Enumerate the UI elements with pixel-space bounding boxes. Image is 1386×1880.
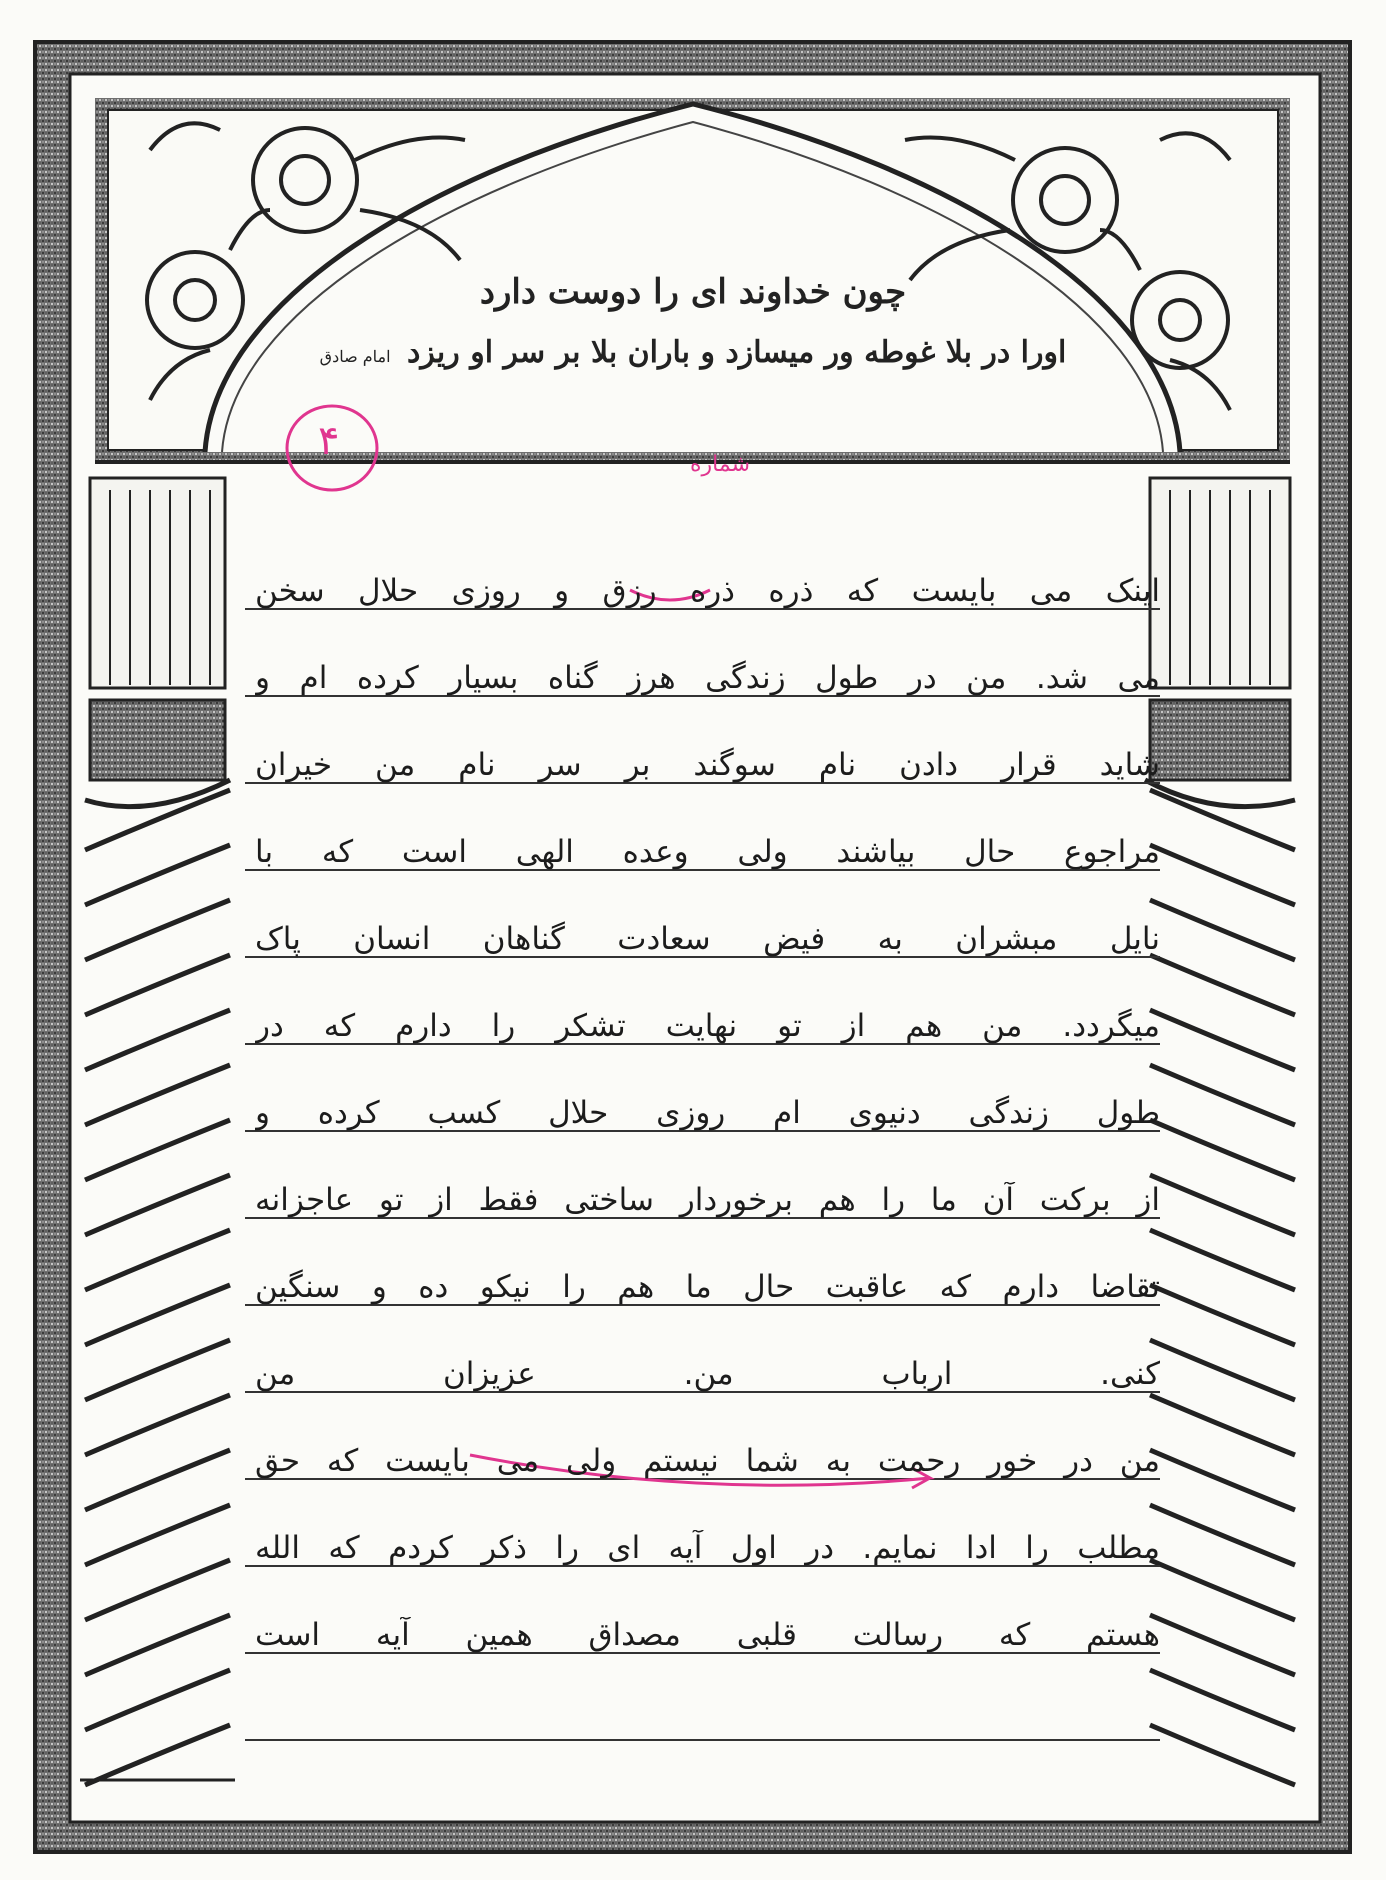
body-line (255, 1485, 1160, 1572)
body-line (255, 1050, 1160, 1137)
body-line-text: هستم که رسالت قلبی مصداق همین آیه است (255, 1617, 1160, 1653)
body-line (255, 1572, 1160, 1659)
circled-number: ۴ (318, 418, 340, 464)
body-line-text: اینک می بایست که ذره ذره رزق و روزی حلال سخن (255, 573, 1160, 609)
body-line-text: می شد. من در طول زندگی هرز گناه بسیار کرده ام و (255, 660, 1160, 696)
body-line (255, 528, 1160, 615)
body-line (255, 1224, 1160, 1311)
body-line (255, 1311, 1160, 1398)
handwritten-body (255, 528, 1160, 1659)
header-verse-line-2 (0, 335, 1386, 370)
body-line-text: من در خور رحمت به شما نیستم ولی می بایست که حق (255, 1443, 1160, 1479)
annotation-above-text: شماره (690, 452, 751, 477)
body-line (255, 702, 1160, 789)
header-attribution: امام صادق (319, 347, 391, 366)
header-verse-line-1: چون خداوند ای را دوست دارد (479, 272, 907, 312)
body-line-text: میگردد. من هم از تو نهایت تشکر را دارم که در (255, 1008, 1160, 1044)
body-line (255, 615, 1160, 702)
body-line-text: شاید قرار دادن نام سوگند بر سر نام من خیران (255, 747, 1160, 783)
body-line (255, 963, 1160, 1050)
body-line (255, 876, 1160, 963)
body-line (255, 789, 1160, 876)
body-line (255, 1137, 1160, 1224)
body-line-text: مطلب را ادا نمایم. در اول آیه ای را ذکر کردم که الله (255, 1530, 1160, 1566)
column-right (1145, 478, 1295, 807)
body-line-text: تقاضا دارم که عاقبت حال ما هم را نیکو ده و سنگین (255, 1269, 1160, 1305)
body-line-text: از برکت آن ما را هم برخوردار ساختی فقط از تو عاجزانه (255, 1182, 1160, 1218)
body-line-text: کنی. ارباب من. عزیزان من (255, 1356, 1160, 1392)
body-line (255, 1398, 1160, 1485)
header-verse-text: اورا در بلا غوطه ور میسازد و باران بلا بر سر او ریزد (407, 335, 1067, 370)
body-line-text: مراجوع حال بیاشند ولی وعده الهی است که با (255, 834, 1160, 870)
body-line-text: نایل مبشران به فیض سعادت گناهان انسان پاک (255, 921, 1160, 957)
body-line-text: طول زندگی دنیوی ام روزی حلال کسب کرده و (255, 1095, 1160, 1131)
